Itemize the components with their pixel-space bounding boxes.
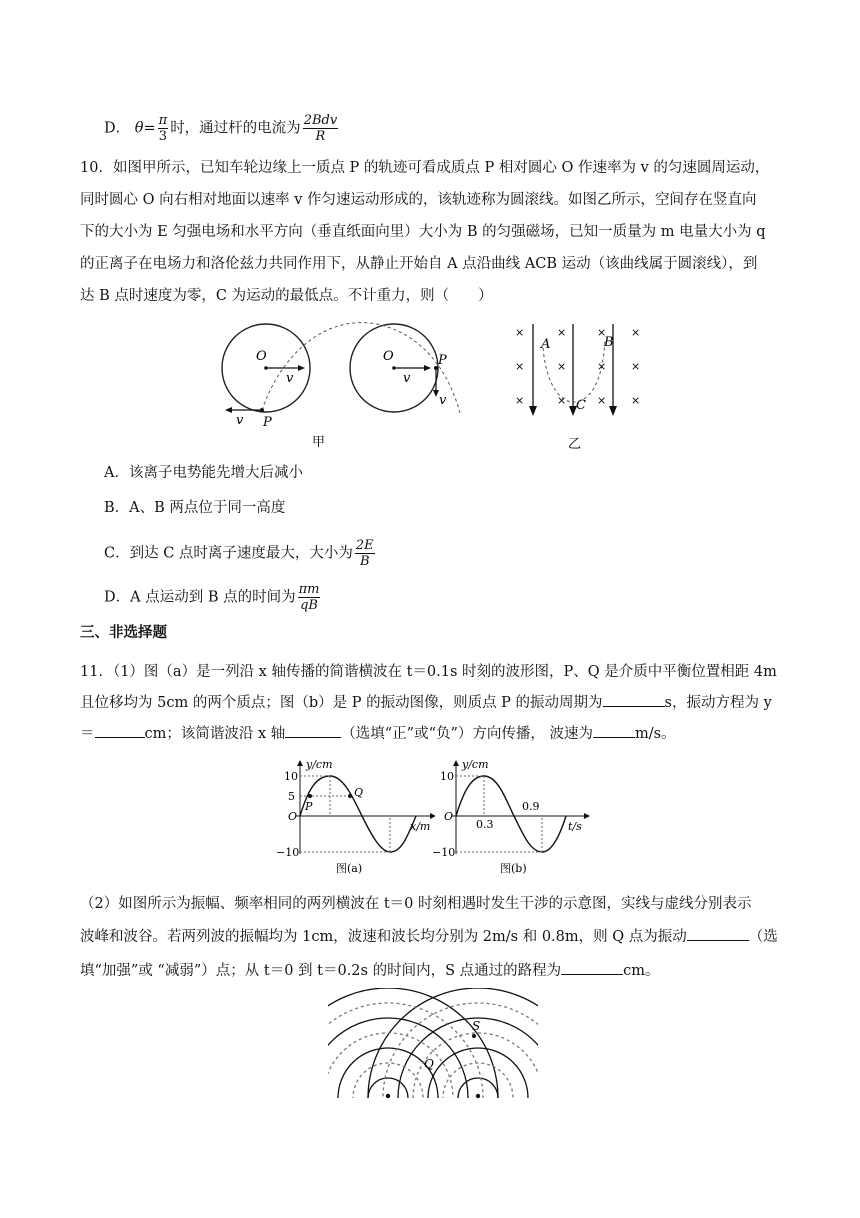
svg-text:图(a): 图(a) <box>336 862 363 875</box>
q10-line-2: 同时圆心 O 向右相对地面以速率 v 作匀速运动形成的，该轨迹称为圆滚线。如图乙所示，空间存在竖直向 <box>80 192 757 208</box>
blank-equation[interactable] <box>95 723 145 738</box>
label-q: Q <box>424 1057 434 1071</box>
svg-text:5: 5 <box>288 790 295 803</box>
svg-text:×: × <box>557 360 567 373</box>
svg-text:x/m: x/m <box>410 820 431 833</box>
wave-curve-b <box>456 776 566 852</box>
crest-circles-right <box>368 988 538 1100</box>
point-q-label: Q <box>354 786 364 799</box>
svg-text:y/cm: y/cm <box>462 760 489 771</box>
svg-text:×: × <box>557 326 567 339</box>
svg-text:O: O <box>288 810 298 823</box>
q10-line-5: 达 B 点时速度为零，C 为运动的最低点。不计重力，则（ ） <box>80 288 493 304</box>
graph-b-vibration <box>432 760 592 878</box>
label-s: S <box>472 1019 481 1033</box>
q10-option-d: D．A 点运动到 B 点的时间为 $\frac{\pi m}{qB}$ <box>104 582 320 613</box>
caption-yi: 乙 <box>568 437 582 452</box>
label-p-right: P <box>438 353 447 368</box>
magnetic-crosses <box>515 326 640 407</box>
fraction-current: $\frac{\text{2Bdv}}{R}$ <box>303 113 338 144</box>
label-v-down: v <box>439 393 447 408</box>
svg-text:t/s: t/s <box>568 820 582 833</box>
q10-option-a: A．该离子电势能先增大后减小 <box>104 465 303 481</box>
blank-q-point[interactable] <box>687 926 749 941</box>
point-p-label: P <box>305 800 313 813</box>
label-a: A <box>541 337 551 352</box>
fraction-2e-over-b: $\frac{2E}{B}$ <box>355 538 374 569</box>
graph-a-waveform <box>270 760 435 878</box>
svg-text:0.3: 0.3 <box>476 818 494 831</box>
svg-text:×: × <box>557 394 567 407</box>
svg-text:y/cm: y/cm <box>306 760 333 771</box>
label-c: C <box>576 398 586 413</box>
q11-line-3: ＝ cm；该简谐波沿 x 轴 （选填“正”或“负”）方向传播， 波速为 m/s。 <box>80 723 676 745</box>
blank-s-distance[interactable] <box>561 960 623 975</box>
svg-text:×: × <box>597 360 607 373</box>
q11-part2-line-2: 波峰和波谷。若两列波的振幅均为 1cm，波速和波长均分别为 2m/s 和 0.8m，则 Q 点为振动 （选 <box>80 926 778 948</box>
figure-interference <box>328 988 538 1100</box>
svg-text:10: 10 <box>440 770 454 783</box>
blank-wave-speed[interactable] <box>593 723 635 738</box>
label-o-right: O <box>383 349 394 364</box>
figure-em-field <box>505 320 655 460</box>
q10-line-4: 的正离子在电场力和洛伦兹力共同作用下，从静止开始自 A 点沿曲线 ACB 运动（该曲线属于圆滚线），到 <box>80 256 758 272</box>
fraction-pim-over-qb: $\frac{\pi m}{qB}$ <box>298 582 320 613</box>
fraction-pi-over-3: $\frac{\pi}{3}$ <box>158 113 168 144</box>
section-3-heading: 三、非选择题 <box>80 625 167 641</box>
cycloid-acb <box>543 340 605 402</box>
caption-jia: 甲 <box>312 435 326 450</box>
q10-line-3: 下的大小为 E 匀强电场和水平方向（垂直纸面向里）大小为 B 的匀强磁场，已知一质量为 m 电量大小为 q <box>80 224 766 240</box>
svg-text:×: × <box>515 360 525 373</box>
blank-direction[interactable] <box>285 723 341 738</box>
q10-option-c: C．到达 C 点时离子速度最大，大小为 $\frac{2E}{B}$ <box>104 538 374 569</box>
svg-text:×: × <box>631 326 641 339</box>
svg-text:×: × <box>515 326 525 339</box>
svg-text:×: × <box>597 394 607 407</box>
label-o-left: O <box>256 349 267 364</box>
q11-part2-line-1: （2）如图所示为振幅、频率相同的两列横波在 t＝0 时刻相遇时发生干涉的示意图，实线与虚线分别表示 <box>80 896 752 912</box>
svg-text:×: × <box>631 360 641 373</box>
svg-text:O: O <box>444 810 454 823</box>
q11-line-2: 且位移均为 5cm 的两个质点；图（b）是 P 的振动图像，则质点 P 的振动周期为 s，振动方程为 y <box>80 692 772 714</box>
svg-text:0.9: 0.9 <box>522 800 540 813</box>
blank-period[interactable] <box>603 692 665 707</box>
label-v-bottom: v <box>236 413 244 428</box>
label-v-left: v <box>286 371 294 386</box>
svg-text:×: × <box>515 394 525 407</box>
label-p-left: P <box>263 415 272 430</box>
q10-line-1: 10．如图甲所示，已知车轮边缘上一质点 P 的轨迹可看成质点 P 相对圆心 O 作速率为 v 的匀速圆周运动， <box>80 160 770 176</box>
svg-text:×: × <box>631 394 641 407</box>
crest-circles-left <box>328 988 498 1100</box>
svg-text:10: 10 <box>284 770 298 783</box>
q11-part2-line-3: 填“加强”或 “减弱”）点；从 t＝0 到 t＝0.2s 的时间内，S 点通过的路程为 cm。 <box>80 960 660 982</box>
trough-circles <box>328 1003 538 1100</box>
q11-line-1: 11．（1）图（a）是一列沿 x 轴传播的简谐横波在 t＝0.1s 时刻的波形图，P、Q 是介质中平衡位置相距 4m <box>80 664 777 680</box>
label-b: B <box>604 335 614 350</box>
figure-cycloid-wheels <box>210 318 480 458</box>
svg-text:图(b): 图(b) <box>500 862 527 875</box>
svg-text:−10: −10 <box>276 846 300 859</box>
label-v-right: v <box>403 371 411 386</box>
q9-option-d: D． θ= $\frac{\pi}{3}$ 时，通过杆的电流为 $\frac{\text{2Bdv}}{R}$ <box>104 113 338 144</box>
svg-text:−10: −10 <box>432 846 456 859</box>
q10-option-b: B．A、B 两点位于同一高度 <box>104 500 286 516</box>
svg-text:×: × <box>597 326 607 339</box>
